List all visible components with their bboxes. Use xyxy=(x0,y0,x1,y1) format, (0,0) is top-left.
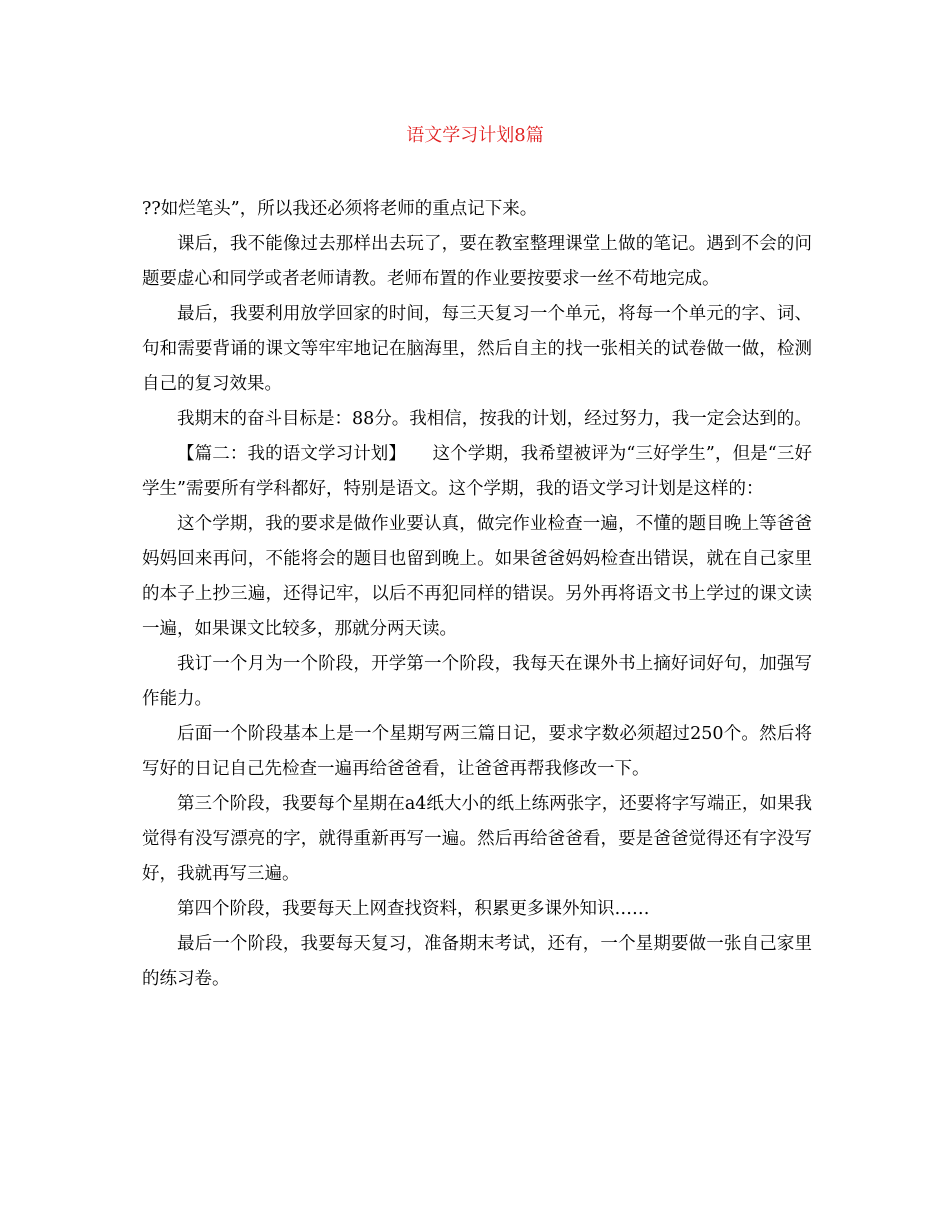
document-title: 语文学习计划8篇 xyxy=(406,125,544,146)
paragraph: 最后，我要利用放学回家的时间，每三天复习一个单元，将每一个单元的字、词、句和需要背诵的课文等牢牢地记在脑海里，然后自主的找一张相关的试卷做一做，检测自己的复习效果。 xyxy=(142,304,812,394)
paragraph: 这个学期，我的要求是做作业要认真，做完作业检查一遍，不懂的题目晚上等爸爸妈妈回来再问，不能将会的题目也留到晚上。如果爸爸妈妈检查出错误，就在自己家里的本子上抄三遍，还得记牢，以后不再犯同样的错误。另外再将语文书上学过的课文读一遍，如果课文比较多，那就分两天读。 xyxy=(142,514,812,639)
document-body xyxy=(142,192,812,997)
paragraph: 【篇二：我的语文学习计划】 这个学期，我希望被评为“三好学生”，但是“三好学生”需要所有学科都好，特别是语文。这个学期，我的语文学习计划是这样的： xyxy=(142,444,812,499)
paragraph: 最后一个阶段，我要每天复习，准备期末考试，还有，一个星期要做一张自己家里的练习卷。 xyxy=(142,934,812,989)
paragraph: 我期末的奋斗目标是：88分。我相信，按我的计划，经过努力，我一定会达到的。 xyxy=(177,409,812,429)
paragraph: 课后，我不能像过去那样出去玩了，要在教室整理课堂上做的笔记。遇到不会的问题要虚心和同学或者老师请教。老师布置的作业要按要求一丝不苟地完成。 xyxy=(142,234,812,289)
paragraph: 第三个阶段，我要每个星期在a4纸大小的纸上练两张字，还要将字写端正，如果我觉得有没写漂亮的字，就得重新再写一遍。然后再给爸爸看，要是爸爸觉得还有字没写好，我就再写三遍。 xyxy=(142,794,812,884)
paragraph: ??如烂笔头”，所以我还必须将老师的重点记下来。 xyxy=(142,199,538,219)
paragraph: 第四个阶段，我要每天上网查找资料，积累更多课外知识…… xyxy=(177,899,650,919)
paragraph: 我订一个月为一个阶段，开学第一个阶段，我每天在课外书上摘好词好句，加强写作能力。 xyxy=(142,654,812,709)
paragraph: 后面一个阶段基本上是一个星期写两三篇日记，要求字数必须超过250个。然后将写好的日记自己先检查一遍再给爸爸看，让爸爸再帮我修改一下。 xyxy=(142,724,812,779)
